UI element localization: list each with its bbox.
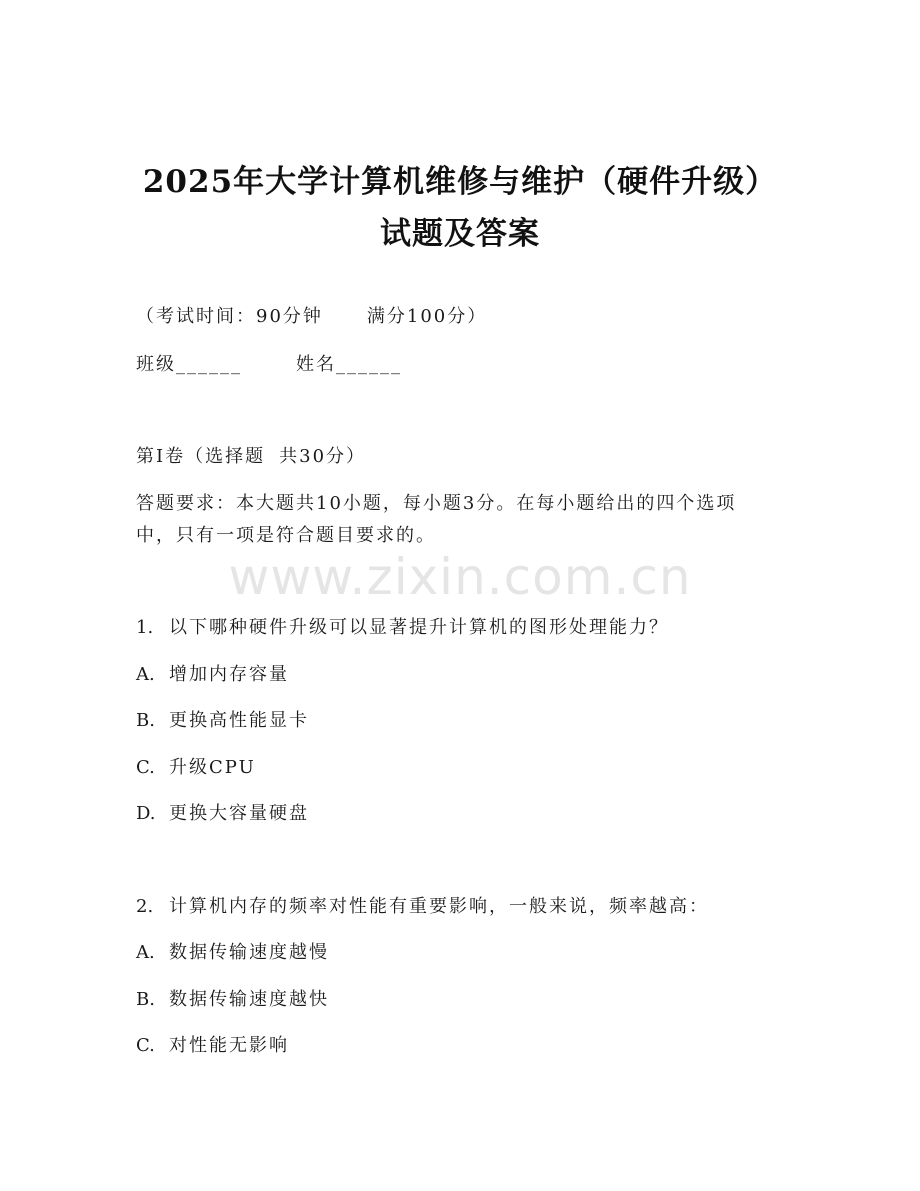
question-2 — [136, 892, 709, 918]
class-field: 班级______ — [136, 354, 242, 375]
option-text: 对性能无影响 — [169, 1035, 289, 1056]
question-number: 2. — [136, 896, 154, 917]
section-total: 共30分） — [279, 446, 367, 467]
section-heading — [136, 442, 366, 468]
exam-score: 满分100分） — [366, 306, 488, 327]
student-fields — [136, 350, 402, 376]
option-text: 数据传输速度越慢 — [169, 942, 329, 963]
question-text: 计算机内存的频率对性能有重要影响，一般来说，频率越高： — [169, 896, 709, 917]
question-1-option-b — [136, 706, 309, 732]
option-text: 数据传输速度越快 — [169, 989, 329, 1010]
question-1-option-a — [136, 660, 289, 686]
option-label: C. — [136, 757, 155, 778]
question-1 — [136, 613, 669, 639]
question-2-option-c — [136, 1031, 289, 1057]
question-1-option-c — [136, 753, 256, 779]
option-text: 升级CPU — [169, 757, 256, 778]
option-label: A. — [136, 664, 155, 685]
section-title: 第I卷（选择题 — [136, 446, 266, 467]
question-1-option-d — [136, 799, 309, 825]
option-label: B. — [136, 710, 155, 731]
question-number: 1. — [136, 617, 154, 638]
option-label: D. — [136, 803, 156, 824]
question-2-option-a — [136, 938, 329, 964]
option-text: 更换大容量硬盘 — [169, 803, 309, 824]
document-title-line1: 2025年大学计算机维修与维护（硬件升级） — [142, 164, 778, 200]
question-text: 以下哪种硬件升级可以显著提升计算机的图形处理能力？ — [169, 617, 669, 638]
watermark: www.zixin.com.cn — [228, 548, 692, 606]
exam-info — [136, 302, 487, 328]
name-field: 姓名______ — [296, 354, 402, 375]
question-2-option-b — [136, 985, 329, 1011]
document-title-line2: 试题及答案 — [380, 216, 540, 252]
option-label: A. — [136, 942, 155, 963]
option-label: B. — [136, 989, 155, 1010]
instruction-line1: 答题要求：本大题共10小题，每小题3分。在每小题给出的四个选项 — [136, 493, 737, 514]
exam-time: （考试时间：90分钟 — [136, 306, 323, 327]
option-text: 增加内存容量 — [169, 664, 289, 685]
instruction-line2: 中，只有一项是符合题目要求的。 — [136, 525, 436, 546]
option-text: 更换高性能显卡 — [169, 710, 309, 731]
option-label: C. — [136, 1035, 155, 1056]
